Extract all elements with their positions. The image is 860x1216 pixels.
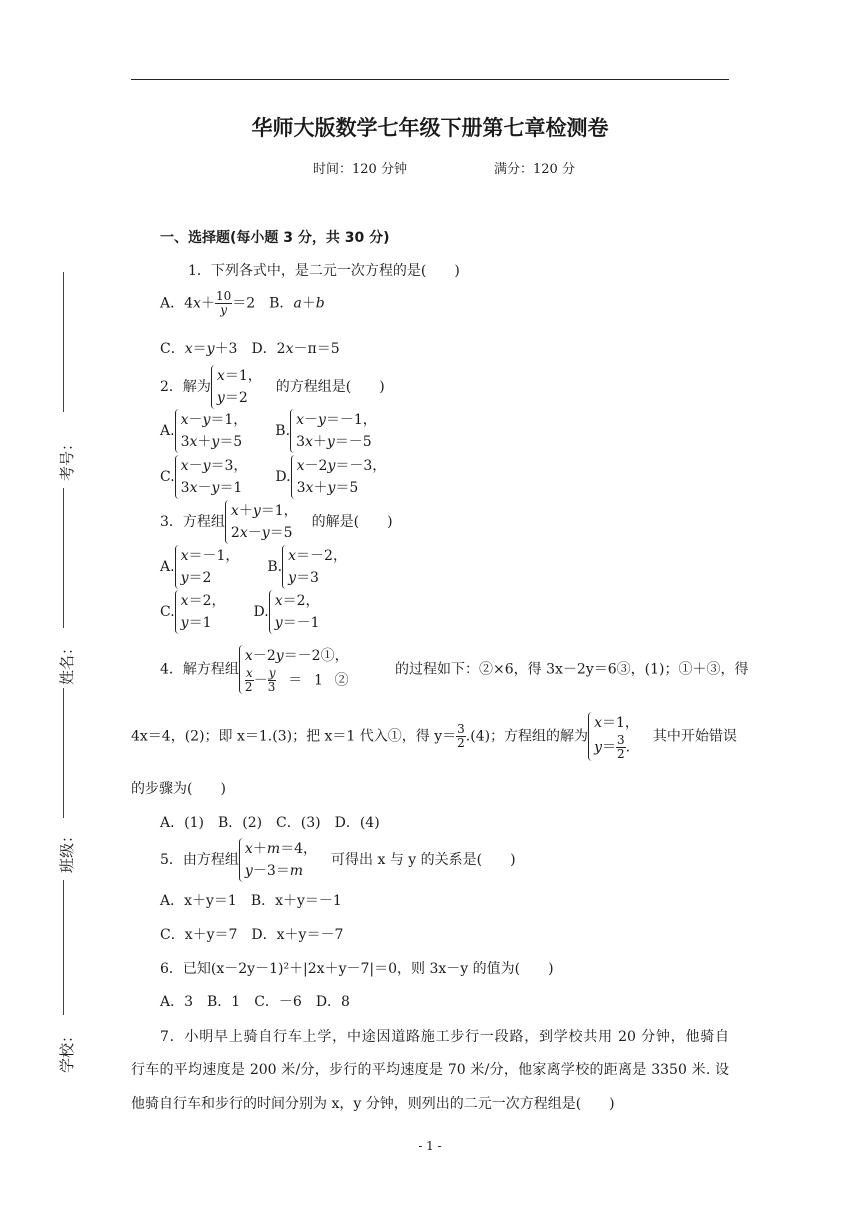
q7-line3: 他骑自行车和步行的时间分别为 x，y 分钟，则列出的二元一次方程组是( ) (131, 1096, 615, 1112)
side-line (63, 880, 64, 1015)
q4-stem: 4．解方程组 x－2y＝－2①， $\frac{x}{2}$ － $\frac{y}{3}$ ＝1② 的过程如下：②×6，得 3x－2y＝6③，(1)；①＋③，得 (160, 645, 729, 694)
q1-stem: 1．下列各式中，是二元一次方程的是( ) (188, 263, 460, 279)
exam-score: 满分：120 分 (494, 162, 575, 177)
side-line (63, 272, 64, 412)
q3-options-ab: A. x＝－1， y＝2 B. x＝－2， y＝3 (160, 545, 347, 589)
side-label-school: 学校： (58, 1027, 77, 1074)
side-label-kaohao: 考号： (58, 435, 77, 482)
q7-line1: 7．小明早上骑自行车上学，中途因道路施工步行一段路，到学校共用 20 分钟，他骑自 (160, 1029, 729, 1045)
q6-options: A．3 B．1 C．－6 D．8 (160, 994, 350, 1010)
page-number: - 1 - (418, 1139, 442, 1153)
q3-options-cd: C. x＝2， y＝1 D. x＝2， y＝－1 (160, 590, 320, 634)
q4-line3: 的步骤为( ) (131, 781, 226, 797)
q6-stem: 6．已知(x－2y－1)²＋|2x＋y－7|＝0，则 3x－y 的值为( ) (160, 961, 554, 977)
exam-time: 时间：120 分钟 (313, 162, 407, 177)
q3-stem: 3．方程组 x＋y＝1， 2x－y＝5 的解是( ) (160, 500, 393, 544)
section-heading: 一、选择题(每小题 3 分，共 30 分) (160, 230, 390, 246)
side-label-name: 姓名： (58, 639, 77, 686)
q2-options-cd: C. x－y＝3， 3x－y＝1 D. x－2y＝－3， 3x＋y＝5 (160, 455, 386, 499)
side-line (63, 488, 64, 628)
q2-stem: 2．解为 x＝1， y＝2 的方程组是( ) (160, 365, 385, 409)
q5-options-cd: C．x＋y＝7 D．x＋y＝－7 (160, 927, 344, 943)
side-line (63, 688, 64, 818)
q4-options: A．(1) B．(2) C．(3) D．(4) (160, 815, 380, 831)
side-label-class: 班级： (58, 827, 77, 874)
q1-options-ab: A．4x＋ $\frac{10}{y}$ ＝2 B．a＋b (160, 289, 325, 317)
q7-line2: 行车的平均速度是 200 米/分，步行的平均速度是 70 米/分，他家离学校的距离是 3350 米. 设 (131, 1062, 729, 1078)
q1-options-cd: C．x＝y＋3 D．2x－π＝5 (160, 341, 340, 357)
q5-stem: 5．由方程组 x＋m＝4， y－3＝m 可得出 x 与 y 的关系是( ) (160, 838, 516, 882)
q4-line2: 4x＝4，(2)；即 x＝1.(3)；把 x＝1 代入①，得 y＝ $\frac{3}{2}$ .(4)；方程组的解为 x＝1， y＝ $\frac{3}{2}$ . 其中开始错误 (131, 712, 729, 761)
q2-options-ab: A. x－y＝1， 3x＋y＝5 B. x－y＝－1， 3x＋y＝－5 (160, 409, 377, 453)
q5-options-ab: A．x＋y＝1 B．x＋y＝－1 (160, 893, 342, 909)
page-title: 华师大版数学七年级下册第七章检测卷 (251, 116, 609, 140)
header-rule (131, 79, 729, 80)
